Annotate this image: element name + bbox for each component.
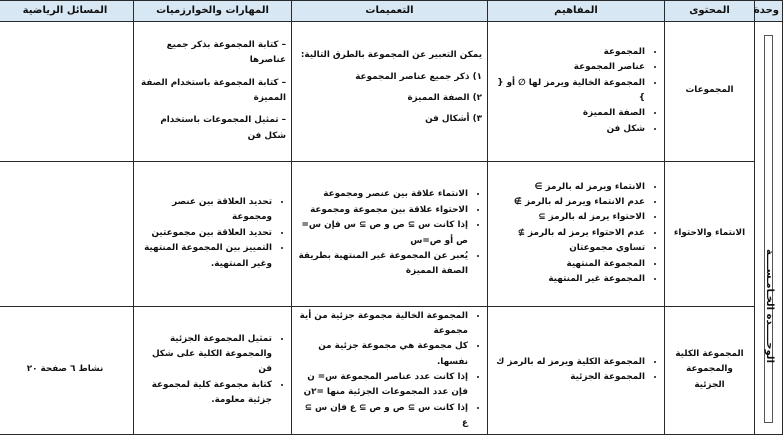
generalizations-cell: [292, 21, 488, 161]
list-item: • إذا كانت عدد عناصر المجموعة س= ن فإن عدد المجموعات الجزئية منها =٢ن: [297, 370, 468, 401]
list-item: • التمييز بين المجموعة المنتهية وغير المنتهية.: [139, 241, 272, 272]
list-item: • تحديد العلاقة بين مجموعتين: [139, 226, 272, 241]
list-item: – كتابة المجموعة بذكر جميع عناصرها: [166, 39, 286, 66]
list-item: • المجموعة الخالية ويرمز لها ∅ أو { }: [493, 76, 645, 107]
list-item: • كل مجموعة هي مجموعة جزئية من نفسها.: [297, 339, 468, 370]
unit-label: الوحـــــدة الخـامـســــة: [763, 248, 775, 363]
header-generalizations: التعميمات: [292, 1, 488, 22]
content-cell: المجموعة الكلية والمجموعة الجزئية: [665, 306, 755, 434]
concepts-cell: [488, 306, 665, 434]
generalizations-intro: يمكن التعبير عن المجموعة بالطرق التالية:: [300, 50, 482, 61]
concepts-cell: [488, 161, 665, 306]
generalizations-cell: [292, 306, 488, 434]
list-item: • الصفة المميزة: [493, 106, 645, 121]
table-row: [0, 21, 783, 161]
list-item: • الاحتواء يرمز له بالرمز ⊇: [493, 210, 645, 225]
list-item: • المجموعة: [493, 45, 645, 60]
list-item: • المجموعة الجزئية: [493, 370, 645, 385]
list-item: • المجموعة المنتهية: [493, 257, 645, 272]
content-cell: المجموعات: [665, 21, 755, 161]
header-row: [0, 1, 783, 22]
table-row: [0, 161, 783, 306]
list-item: ١) ذكر جميع عناصر المجموعة: [355, 71, 482, 82]
list-item: • الاحتواء علاقة بين مجموعة ومجموعة: [297, 203, 468, 218]
header-math-problems: المسائل الرياضية: [0, 1, 134, 22]
list-item: • المجموعة غير المنتهية: [493, 272, 645, 287]
math-cell: نشاط ٦ صفحة ٢٠: [0, 306, 134, 434]
generalizations-cell: [292, 161, 488, 306]
header-content: المحتوى: [665, 1, 755, 22]
math-cell: [0, 161, 134, 306]
unit-frame: [764, 35, 773, 423]
list-item: – تمثيل المجموعات باستخدام شكل فن: [160, 115, 286, 141]
skills-cell: [134, 21, 292, 161]
list-item: ٢) الصفة المميزة: [407, 93, 482, 103]
list-item: • عناصر المجموعة: [493, 60, 645, 75]
content-cell: الانتماء والاحتواء: [665, 161, 755, 306]
list-item: • كتابة مجموعة كلية لمجموعة جزئية معلومة.: [139, 378, 272, 409]
list-item: – كتابة المجموعة باستخدام الصفة المميزة: [141, 77, 286, 103]
list-item: • شكل فن: [493, 122, 645, 137]
math-cell: [0, 21, 134, 161]
skills-cell: [134, 306, 292, 434]
header-concepts: المفاهيم: [488, 1, 665, 22]
list-item: • تحديد العلاقة بين عنصر ومجموعة: [139, 195, 272, 226]
header-skills: المهارات والخوارزميات: [134, 1, 292, 22]
table-row: [0, 306, 783, 434]
unit-cell: [755, 21, 783, 434]
list-item: • عدم الانتماء ويرمز له بالرمز ∌: [493, 195, 645, 210]
concepts-cell: [488, 21, 665, 161]
list-item: • المجموعة الكلية ويرمز له بالرمز ك: [493, 355, 645, 370]
list-item: • الانتماء ويرمز له بالرمز ∋: [493, 180, 645, 195]
list-item: • إذا كانت س ⊇ ص و ص ⊇ س فإن س= ص أو ص=س: [297, 218, 468, 249]
header-unit: وحدة: [755, 1, 783, 22]
list-item: • الانتماء علاقة بين عنصر ومجموعة: [297, 187, 468, 202]
list-item: • يُعبر عن المجموعة غير المنتهية بطريقة الصفة المميزة: [297, 249, 468, 280]
list-item: • عدم الاحتواء يرمز له بالرمز ⊉: [493, 226, 645, 241]
list-item: • تساوي مجموعتان: [493, 241, 645, 256]
skills-cell: [134, 161, 292, 306]
list-item: • المجموعة الخالية مجموعة جزئية من أية مجموعة: [297, 309, 468, 340]
list-item: ٣) أشكال فن: [425, 114, 482, 125]
list-item: • تمثيل المجموعة الجزئية والمجموعة الكلية على شكل فن: [139, 332, 272, 378]
list-item: • إذا كانت س ⊇ ص و ص ⊇ ع فإن س ⊇ ع: [297, 401, 468, 432]
